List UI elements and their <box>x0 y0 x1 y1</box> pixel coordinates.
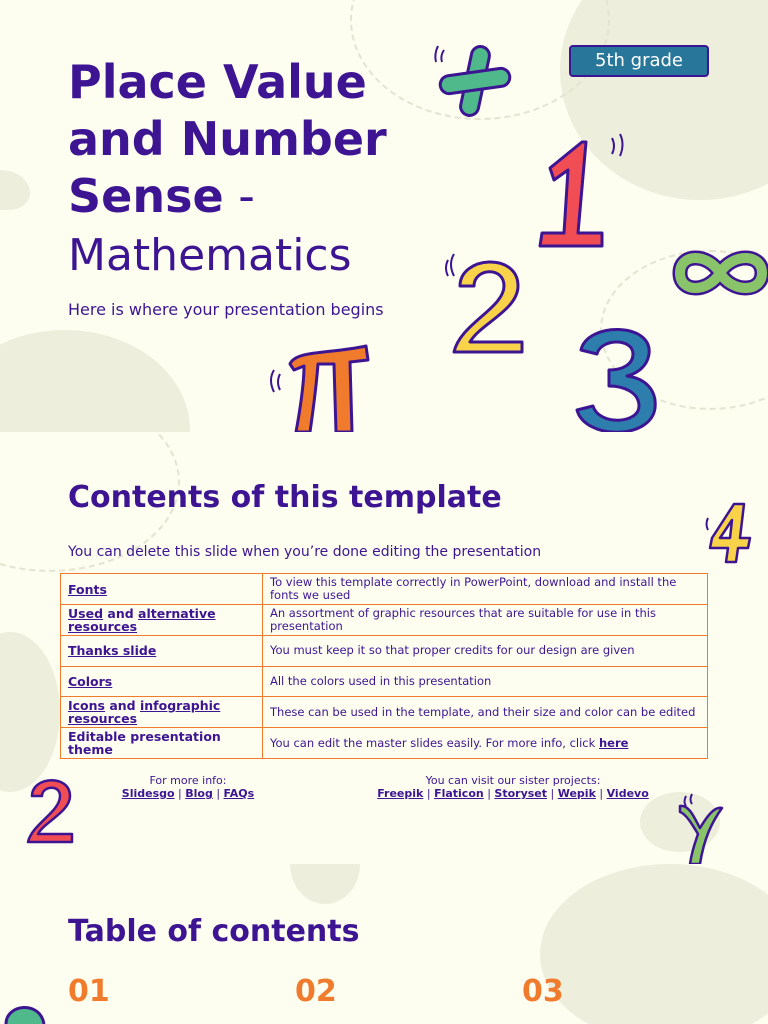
number-two-icon <box>20 772 80 847</box>
icons-link[interactable]: Icons <box>68 698 105 713</box>
number-one-icon <box>520 128 630 258</box>
thanks-slide-link[interactable]: Thanks slide <box>68 643 157 659</box>
storyset-link[interactable]: Storyset <box>494 787 548 800</box>
separator: | <box>212 787 224 800</box>
title-dash: - <box>223 169 255 223</box>
background-blob <box>0 330 190 432</box>
background-blob <box>0 632 60 792</box>
contents-table <box>60 573 708 759</box>
table-row <box>61 666 708 697</box>
section-number: 01 <box>68 974 110 1009</box>
table-of-contents-slide <box>0 864 768 1024</box>
page-title <box>68 54 448 225</box>
cell-text: and <box>105 698 140 713</box>
background-blob <box>540 864 768 1024</box>
table-row <box>61 605 708 636</box>
cell-text: and <box>103 606 139 621</box>
table-row <box>61 636 708 667</box>
section-number: 02 <box>295 974 337 1009</box>
fonts-link[interactable]: Fonts <box>68 581 107 597</box>
footer-label: For more info: <box>149 774 227 787</box>
infinity-icon <box>672 238 768 308</box>
number-three-icon <box>565 322 665 432</box>
separator: | <box>547 787 558 800</box>
table-cell: To view this template correctly in PowerPoint, download and install the fonts we used <box>263 574 708 605</box>
freepik-link[interactable]: Freepik <box>377 787 424 800</box>
footer-more-info <box>108 774 268 800</box>
separator: | <box>174 787 186 800</box>
table-cell <box>61 697 263 728</box>
title-subject: Mathematics <box>68 230 352 281</box>
decorative-number-icon <box>0 1000 50 1024</box>
footer-label: You can visit our sister projects: <box>425 774 601 787</box>
footer-sister-projects <box>358 774 668 800</box>
table-cell: All the colors used in this presentation <box>263 666 708 697</box>
background-blob <box>290 864 360 904</box>
alternative-resources-link[interactable]: alternative resources <box>68 606 216 634</box>
pi-icon <box>270 340 380 432</box>
background-blob <box>0 170 30 210</box>
blog-link[interactable]: Blog <box>185 787 213 800</box>
separator: | <box>595 787 607 800</box>
number-two-icon <box>440 250 540 360</box>
wepik-link[interactable]: Wepik <box>557 787 596 800</box>
title-bold: Place Value and Number Sense <box>68 55 387 223</box>
footer-links <box>108 787 268 800</box>
footer-links <box>358 787 668 800</box>
section-number: 03 <box>522 974 564 1009</box>
slidesgo-link[interactable]: Slidesgo <box>121 787 175 800</box>
faqs-link[interactable]: FAQs <box>223 787 255 800</box>
videvo-link[interactable]: Videvo <box>606 787 649 800</box>
plus-icon <box>430 36 520 126</box>
title-slide <box>0 0 768 432</box>
table-cell: You must keep it so that proper credits for our design are given <box>263 636 708 667</box>
table-row <box>61 574 708 605</box>
table-cell: These can be used in the template, and their size and color can be edited <box>263 697 708 728</box>
colors-link[interactable]: Colors <box>68 673 113 689</box>
here-link[interactable]: here <box>598 735 629 750</box>
table-cell <box>61 666 263 697</box>
used-link[interactable]: Used <box>68 606 104 621</box>
lead-text: Here is where your presentation begins <box>68 300 384 319</box>
contents-heading: Contents of this template <box>68 480 502 515</box>
table-cell <box>61 636 263 667</box>
table-cell: Editable presentation theme <box>61 728 263 759</box>
separator: | <box>423 787 435 800</box>
toc-heading: Table of contents <box>68 914 360 949</box>
flaticon-link[interactable]: Flaticon <box>434 787 484 800</box>
separator: | <box>483 787 495 800</box>
table-cell <box>263 728 708 759</box>
infographic-resources-link[interactable]: infographic resources <box>68 698 221 726</box>
table-row <box>61 697 708 728</box>
letter-y-icon <box>670 792 730 864</box>
table-cell: An assortment of graphic resources that are suitable for use in this presentation <box>263 605 708 636</box>
number-four-icon <box>704 498 768 568</box>
contents-note: You can delete this slide when you’re done editing the presentation <box>68 544 542 560</box>
grade-badge: 5th grade <box>569 45 709 77</box>
table-row <box>61 728 708 759</box>
cell-text: You can edit the master slides easily. For more info, click <box>270 735 599 750</box>
table-cell <box>61 605 263 636</box>
contents-slide <box>0 432 768 864</box>
table-cell <box>61 574 263 605</box>
